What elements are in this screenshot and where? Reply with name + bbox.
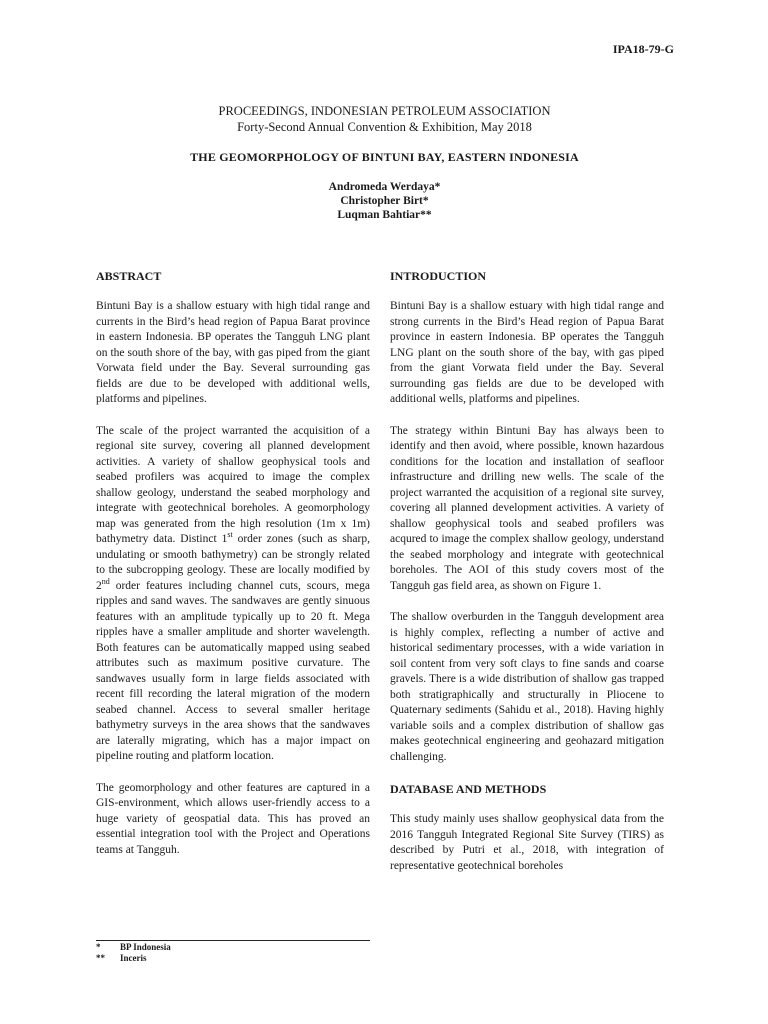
text-segment: order features including channel cuts, scours, mega ripples and sand waves. The sandwaves are gently sinuous features with an amplitude typically up to 20 ft. Mega ripples have a smaller amplitude and shorter wavelength. Both features can be automatically mapped using seabed attributes such as maximum positive curvature. The sandwaves usually form in large fields associated with recent fill recording the lateral migration of the modern seabed channel. Access to several smaller heritage bathymetry surveys in the area shows that the sandwaves are laterally migrating, which has a major impact on pipeline routing and platform location. bbox=[96, 579, 370, 762]
introduction-paragraph-1: Bintuni Bay is a shallow estuary with high tidal range and strong currents in the Bird’s Head region of Papua Barat province in eastern Indonesia. BP operates the Tangguh LNG plant on the south shore of the bay, with gas piped from the giant Vorwata field under the Bay. Several surrounding gas fields are due to be developed with additional wells, platforms and pipelines. bbox=[390, 300, 664, 405]
footnote-text: BP Indonesia bbox=[120, 942, 171, 952]
abstract-paragraph-2 bbox=[96, 424, 370, 765]
superscript: nd bbox=[101, 576, 110, 586]
abstract-paragraph-1: Bintuni Bay is a shallow estuary with high tidal range and currents in the Bird’s head region of Papua Barat province in eastern Indonesia. BP operates the Tangguh LNG plant on the south shore of the bay, with gas piped from the giant Vorwata field under the Bay. Several surrounding gas fields are due to be developed with additional wells, platforms and pipelines. bbox=[96, 300, 370, 405]
author-list bbox=[96, 180, 673, 222]
author: Luqman Bahtiar** bbox=[337, 209, 432, 221]
text-segment: The scale of the project warranted the acquisition of a regional site survey, covering all planned development activities. A variety of shallow geophysical tools and seabed profilers was acquired to image the complex shallow geology, understand the seabed morphology and integrate with geotechnical boreholes. A geomorphology map was generated from the high resolution (1m x 1m) bathymetry data. Distinct 1 bbox=[96, 424, 370, 545]
text-segment: order zones (such as sharp, undulating or smooth bathymetry) can be strongly related to the subcropping geology. These are locally modified by 2 bbox=[96, 533, 370, 592]
introduction-heading: INTRODUCTION bbox=[390, 269, 487, 283]
footnote-mark: ** bbox=[96, 953, 105, 963]
footnote-text: Inceris bbox=[120, 953, 147, 963]
author: Andromeda Werdaya* bbox=[328, 181, 441, 193]
methods-heading: DATABASE AND METHODS bbox=[390, 782, 547, 796]
superscript: st bbox=[227, 530, 233, 540]
methods-paragraph-1: This study mainly uses shallow geophysical data from the 2016 Tangguh Integrated Regional Site Survey (TIRS) as described by Putri et al., 2018, with integration of representative geotechnical boreholes bbox=[390, 813, 664, 872]
author: Christopher Birt* bbox=[340, 195, 429, 207]
footnote-divider bbox=[96, 940, 370, 941]
paper-code: IPA18-79-G bbox=[612, 42, 674, 56]
introduction-paragraph-3: The shallow overburden in the Tangguh development area is highly complex, reflecting a number of active and historical sedimentary processes, with a wide variation in soil content from very soft clays to fine sands and coarse gravels. There is a wide distribution of shallow gas trapped both stratigraphically and structurally in Pliocene to Quaternary sediments (Sahidu et al., 2018). Having highly variable soils and a complex distribution of shallow gas makes geotechnical engineering and geohazard mitigation challenging. bbox=[390, 611, 664, 763]
introduction-paragraph-2: The strategy within Bintuni Bay has always been to identify and then avoid, where possible, known hazardous conditions for the location and installation of seafloor infrastructure and drilling new wells. The scale of the project warranted the acquisition of a regional site survey, covering all planned development activities. A variety of shallow geophysical tools and seabed profilers was acqured to image the complex shallow geology, understand the seabed morphology and integrate with geotechnical boreholes. The AOI of this study covers most of the Tangguh gas field area, as shown on Figure 1. bbox=[390, 424, 664, 592]
header-line-1: PROCEEDINGS, INDONESIAN PETROLEUM ASSOCIATION bbox=[218, 104, 551, 118]
header-line-2: Forty-Second Annual Convention & Exhibition, May 2018 bbox=[237, 120, 532, 134]
left-column bbox=[96, 268, 370, 874]
footnotes bbox=[96, 942, 171, 964]
footnote-item bbox=[96, 953, 171, 964]
footnote-mark: * bbox=[96, 942, 101, 952]
right-column bbox=[390, 268, 664, 890]
footnote-item bbox=[96, 942, 171, 953]
abstract-paragraph-3: The geomorphology and other features are captured in a GIS-environment, which allows user-friendly access to a huge variety of geospatial data. This has proved an essential integration tool with the Project and Operations teams at Tangguh. bbox=[96, 781, 370, 856]
abstract-heading: ABSTRACT bbox=[96, 269, 162, 283]
proceedings-header bbox=[96, 103, 673, 135]
paper-title: THE GEOMORPHOLOGY OF BINTUNI BAY, EASTERN INDONESIA bbox=[190, 150, 579, 164]
